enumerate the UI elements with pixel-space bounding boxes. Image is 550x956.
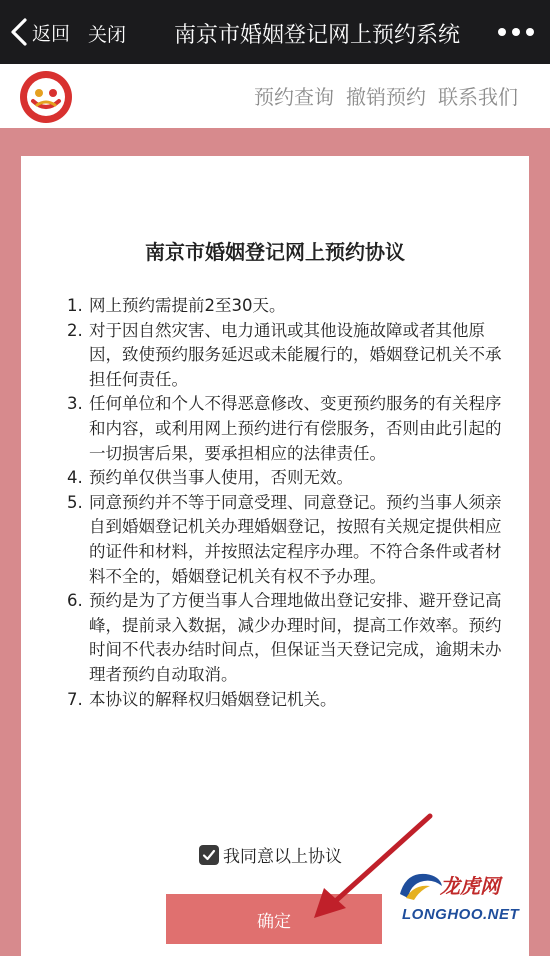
term-text: 同意预约并不等于同意受理、同意登记。预约当事人须亲自到婚姻登记机关办理婚姻登记，按照有关规定提供相应的证件和材料，并按照法定程序办理。不符合条件或者材料不全的，婚姻登记机关有权不予办理。 [89, 492, 502, 586]
chevron-left-icon [10, 18, 28, 46]
agreement-title: 南京市婚姻登记网上预约协议 [145, 240, 405, 264]
more-dot-icon [526, 28, 534, 36]
term-number: 7. [67, 689, 83, 709]
term-number: 6. [67, 591, 83, 611]
site-logo [18, 69, 74, 125]
term-number: 5. [67, 492, 83, 512]
more-dot-icon [498, 28, 506, 36]
term-item [67, 319, 513, 393]
close-button[interactable]: 关闭 [88, 24, 127, 46]
checkmark-icon [202, 848, 216, 862]
more-menu-button[interactable] [498, 24, 534, 40]
agree-label: 我同意以上协议 [223, 847, 342, 867]
more-dot-icon [512, 28, 520, 36]
watermark [392, 866, 528, 932]
back-button[interactable] [10, 18, 70, 46]
term-item [67, 491, 513, 589]
link-contact-us[interactable]: 联系我们 [438, 85, 518, 109]
term-text: 任何单位和个人不得恶意修改、变更预约服务的有关程序和内容，或利用网上预约进行有偿服务，否则由此引起的一切损害后果，要承担相应的法律责任。 [89, 394, 502, 463]
term-number: 1. [67, 296, 83, 315]
term-text: 本协议的解释权归婚姻登记机关。 [89, 689, 337, 709]
watermark-cn-text: 龙虎网 [440, 874, 500, 898]
back-label: 返回 [32, 22, 71, 45]
watermark-en-text: LONGHOO.NET [402, 906, 520, 923]
term-item [67, 294, 513, 319]
page-title: 南京市婚姻登记网上预约系统 [174, 23, 461, 48]
term-item [67, 466, 513, 491]
term-number: 2. [67, 320, 83, 340]
confirm-button[interactable]: 确定 [166, 894, 382, 944]
site-header [0, 64, 550, 128]
term-number: 3. [67, 394, 83, 414]
link-cancel-appointment[interactable]: 撤销预约 [346, 85, 426, 109]
term-text: 预约单仅供当事人使用，否则无效。 [89, 468, 353, 488]
term-number: 4. [67, 468, 83, 488]
header-links [254, 81, 518, 110]
term-text: 预约是为了方便当事人合理地做出登记安排、避开登记高峰，提前录入数据，减少办理时间，提高工作效率。预约时间不代表办结时间点，但保证当天登记完成，逾期未办理者预约自动取消。 [89, 591, 502, 684]
watermark-swoosh-icon [396, 866, 446, 906]
term-text: 对于因自然灾害、电力通讯或其他设施故障或者其他原因，致使预约服务延迟或未能履行的，婚姻登记机关不承担任何责任。 [89, 320, 502, 389]
agree-checkbox[interactable] [199, 845, 219, 865]
term-item [67, 688, 513, 713]
agreement-card [21, 156, 529, 956]
term-text: 网上预约需提前2至30天。 [89, 296, 286, 315]
terms-list [67, 294, 513, 712]
term-item [67, 392, 513, 466]
link-query-appointment[interactable]: 预约查询 [254, 85, 334, 109]
top-navbar [0, 0, 550, 64]
term-item [67, 589, 513, 687]
